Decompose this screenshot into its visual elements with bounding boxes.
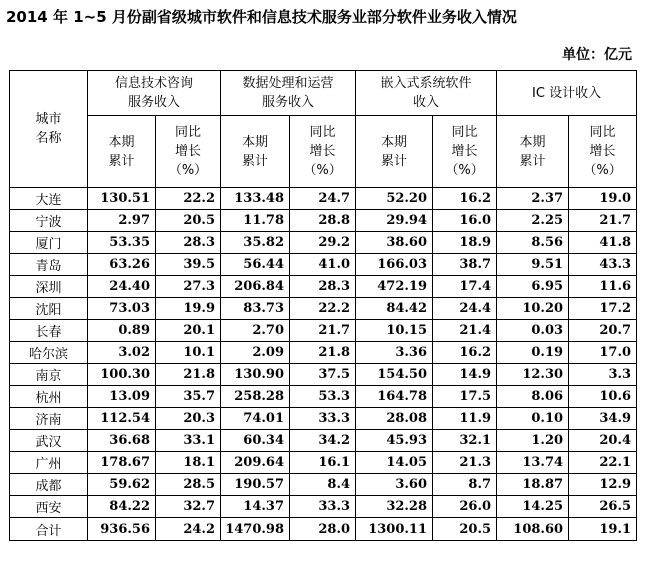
- cumulative-value-cell: 29.94: [356, 210, 433, 232]
- city-name-cell: 武汉: [10, 430, 88, 452]
- growth-value-cell: 24.2: [156, 518, 221, 541]
- cumulative-value-cell: 0.10: [497, 408, 569, 430]
- growth-value-cell: 21.4: [433, 320, 497, 342]
- cumulative-value-cell: 2.97: [88, 210, 156, 232]
- table-row: [10, 232, 637, 254]
- cumulative-value-cell: 14.37: [221, 496, 290, 518]
- subheader-cumulative: 本期 累计: [497, 116, 569, 188]
- subheader-cumulative: 本期 累计: [88, 116, 156, 188]
- growth-value-cell: 35.7: [156, 386, 221, 408]
- growth-value-cell: 8.4: [290, 474, 356, 496]
- cumulative-value-cell: 8.56: [497, 232, 569, 254]
- growth-value-cell: 26.0: [433, 496, 497, 518]
- table-row: [10, 364, 637, 386]
- growth-value-cell: 18.1: [156, 452, 221, 474]
- growth-value-cell: 20.4: [569, 430, 637, 452]
- cumulative-value-cell: 3.36: [356, 342, 433, 364]
- city-name-cell: 深圳: [10, 276, 88, 298]
- table-row: [10, 210, 637, 232]
- cumulative-value-cell: 130.51: [88, 188, 156, 210]
- cumulative-value-cell: 0.03: [497, 320, 569, 342]
- cumulative-value-cell: 60.34: [221, 430, 290, 452]
- growth-value-cell: 11.9: [433, 408, 497, 430]
- growth-value-cell: 14.9: [433, 364, 497, 386]
- cumulative-value-cell: 13.74: [497, 452, 569, 474]
- cumulative-value-cell: 112.54: [88, 408, 156, 430]
- cumulative-value-cell: 59.62: [88, 474, 156, 496]
- city-name-cell: 成都: [10, 474, 88, 496]
- growth-value-cell: 18.9: [433, 232, 497, 254]
- city-name-cell: 厦门: [10, 232, 88, 254]
- growth-value-cell: 34.9: [569, 408, 637, 430]
- cumulative-value-cell: 13.09: [88, 386, 156, 408]
- subheader-cumulative: 本期 累计: [221, 116, 290, 188]
- cumulative-value-cell: 2.70: [221, 320, 290, 342]
- cumulative-value-cell: 11.78: [221, 210, 290, 232]
- table-row: [10, 408, 637, 430]
- table-row: [10, 254, 637, 276]
- table-row: [10, 386, 637, 408]
- growth-value-cell: 20.5: [433, 518, 497, 541]
- cumulative-value-cell: 9.51: [497, 254, 569, 276]
- subheader-growth: 同比 增长 （%）: [290, 116, 356, 188]
- growth-value-cell: 26.5: [569, 496, 637, 518]
- growth-value-cell: 20.3: [156, 408, 221, 430]
- growth-value-cell: 41.8: [569, 232, 637, 254]
- growth-value-cell: 10.6: [569, 386, 637, 408]
- growth-value-cell: 21.3: [433, 452, 497, 474]
- city-name-cell: 济南: [10, 408, 88, 430]
- growth-value-cell: 21.8: [290, 342, 356, 364]
- cumulative-value-cell: 472.19: [356, 276, 433, 298]
- growth-value-cell: 16.2: [433, 188, 497, 210]
- city-name-cell: 西安: [10, 496, 88, 518]
- cumulative-value-cell: 2.37: [497, 188, 569, 210]
- cumulative-value-cell: 14.05: [356, 452, 433, 474]
- growth-value-cell: 28.3: [156, 232, 221, 254]
- cumulative-value-cell: 84.22: [88, 496, 156, 518]
- cumulative-value-cell: 164.78: [356, 386, 433, 408]
- growth-value-cell: 21.8: [156, 364, 221, 386]
- subheader-growth: 同比 增长 （%）: [156, 116, 221, 188]
- growth-value-cell: 24.7: [290, 188, 356, 210]
- growth-value-cell: 29.2: [290, 232, 356, 254]
- growth-value-cell: 17.0: [569, 342, 637, 364]
- cumulative-value-cell: 73.03: [88, 298, 156, 320]
- group-header-consulting: 信息技术咨询 服务收入: [88, 71, 221, 116]
- cumulative-value-cell: 206.84: [221, 276, 290, 298]
- growth-value-cell: 21.7: [569, 210, 637, 232]
- cumulative-value-cell: 28.08: [356, 408, 433, 430]
- cumulative-value-cell: 1470.98: [221, 518, 290, 541]
- revenue-table: [9, 70, 637, 541]
- table-row: [10, 496, 637, 518]
- cumulative-value-cell: 2.09: [221, 342, 290, 364]
- growth-value-cell: 22.2: [156, 188, 221, 210]
- cumulative-value-cell: 936.56: [88, 518, 156, 541]
- growth-value-cell: 12.9: [569, 474, 637, 496]
- growth-value-cell: 53.3: [290, 386, 356, 408]
- growth-value-cell: 33.3: [290, 496, 356, 518]
- cumulative-value-cell: 32.28: [356, 496, 433, 518]
- city-name-cell: 宁波: [10, 210, 88, 232]
- growth-value-cell: 17.5: [433, 386, 497, 408]
- cumulative-value-cell: 133.48: [221, 188, 290, 210]
- table-row: [10, 188, 637, 210]
- cumulative-value-cell: 190.57: [221, 474, 290, 496]
- subheader-cumulative: 本期 累计: [356, 116, 433, 188]
- growth-value-cell: 20.1: [156, 320, 221, 342]
- cumulative-value-cell: 35.82: [221, 232, 290, 254]
- subheader-row: [10, 116, 637, 188]
- growth-value-cell: 17.4: [433, 276, 497, 298]
- cumulative-value-cell: 1.20: [497, 430, 569, 452]
- growth-value-cell: 43.3: [569, 254, 637, 276]
- growth-value-cell: 28.5: [156, 474, 221, 496]
- growth-value-cell: 32.7: [156, 496, 221, 518]
- growth-value-cell: 28.0: [290, 518, 356, 541]
- cumulative-value-cell: 52.20: [356, 188, 433, 210]
- table-row: [10, 474, 637, 496]
- growth-value-cell: 38.7: [433, 254, 497, 276]
- growth-value-cell: 16.1: [290, 452, 356, 474]
- cumulative-value-cell: 12.30: [497, 364, 569, 386]
- table-body: [10, 188, 637, 541]
- cumulative-value-cell: 45.93: [356, 430, 433, 452]
- cumulative-value-cell: 8.06: [497, 386, 569, 408]
- growth-value-cell: 19.9: [156, 298, 221, 320]
- growth-value-cell: 33.3: [290, 408, 356, 430]
- city-name-cell: 合计: [10, 518, 88, 541]
- cumulative-value-cell: 38.60: [356, 232, 433, 254]
- cumulative-value-cell: 2.25: [497, 210, 569, 232]
- cumulative-value-cell: 100.30: [88, 364, 156, 386]
- cumulative-value-cell: 10.15: [356, 320, 433, 342]
- cumulative-value-cell: 166.03: [356, 254, 433, 276]
- cumulative-value-cell: 3.60: [356, 474, 433, 496]
- city-column-header: 城市 名称: [10, 71, 88, 188]
- cumulative-value-cell: 0.89: [88, 320, 156, 342]
- growth-value-cell: 21.7: [290, 320, 356, 342]
- cumulative-value-cell: 10.20: [497, 298, 569, 320]
- table-row: [10, 452, 637, 474]
- cumulative-value-cell: 24.40: [88, 276, 156, 298]
- growth-value-cell: 28.8: [290, 210, 356, 232]
- table-row: [10, 276, 637, 298]
- growth-value-cell: 3.3: [569, 364, 637, 386]
- growth-value-cell: 39.5: [156, 254, 221, 276]
- growth-value-cell: 8.7: [433, 474, 497, 496]
- city-name-cell: 沈阳: [10, 298, 88, 320]
- city-name-cell: 哈尔滨: [10, 342, 88, 364]
- unit-label: 单位：亿元: [562, 47, 632, 63]
- growth-value-cell: 27.3: [156, 276, 221, 298]
- cumulative-value-cell: 74.01: [221, 408, 290, 430]
- growth-value-cell: 28.3: [290, 276, 356, 298]
- group-header-embedded: 嵌入式系统软件 收入: [356, 71, 497, 116]
- growth-value-cell: 11.6: [569, 276, 637, 298]
- cumulative-value-cell: 36.68: [88, 430, 156, 452]
- cumulative-value-cell: 83.73: [221, 298, 290, 320]
- city-name-cell: 大连: [10, 188, 88, 210]
- cumulative-value-cell: 53.35: [88, 232, 156, 254]
- table-row: [10, 430, 637, 452]
- cumulative-value-cell: 1300.11: [356, 518, 433, 541]
- growth-value-cell: 20.7: [569, 320, 637, 342]
- subheader-growth: 同比 增长 （%）: [569, 116, 637, 188]
- cumulative-value-cell: 130.90: [221, 364, 290, 386]
- city-name-cell: 杭州: [10, 386, 88, 408]
- growth-value-cell: 17.2: [569, 298, 637, 320]
- table-row: [10, 320, 637, 342]
- cumulative-value-cell: 56.44: [221, 254, 290, 276]
- city-name-cell: 青岛: [10, 254, 88, 276]
- growth-value-cell: 20.5: [156, 210, 221, 232]
- growth-value-cell: 22.2: [290, 298, 356, 320]
- cumulative-value-cell: 18.87: [497, 474, 569, 496]
- table-row: [10, 342, 637, 364]
- cumulative-value-cell: 63.26: [88, 254, 156, 276]
- growth-value-cell: 19.0: [569, 188, 637, 210]
- growth-value-cell: 37.5: [290, 364, 356, 386]
- group-header-ic-design: IC 设计收入: [497, 71, 637, 116]
- cumulative-value-cell: 258.28: [221, 386, 290, 408]
- growth-value-cell: 41.0: [290, 254, 356, 276]
- cumulative-value-cell: 14.25: [497, 496, 569, 518]
- cumulative-value-cell: 178.67: [88, 452, 156, 474]
- subheader-growth: 同比 增长 （%）: [433, 116, 497, 188]
- growth-value-cell: 16.2: [433, 342, 497, 364]
- total-row: [10, 518, 637, 541]
- growth-value-cell: 32.1: [433, 430, 497, 452]
- cumulative-value-cell: 108.60: [497, 518, 569, 541]
- cumulative-value-cell: 209.64: [221, 452, 290, 474]
- cumulative-value-cell: 3.02: [88, 342, 156, 364]
- growth-value-cell: 34.2: [290, 430, 356, 452]
- growth-value-cell: 19.1: [569, 518, 637, 541]
- city-name-cell: 广州: [10, 452, 88, 474]
- growth-value-cell: 10.1: [156, 342, 221, 364]
- growth-value-cell: 22.1: [569, 452, 637, 474]
- city-name-cell: 南京: [10, 364, 88, 386]
- cumulative-value-cell: 84.42: [356, 298, 433, 320]
- cumulative-value-cell: 0.19: [497, 342, 569, 364]
- growth-value-cell: 16.0: [433, 210, 497, 232]
- growth-value-cell: 24.4: [433, 298, 497, 320]
- table-row: [10, 298, 637, 320]
- cumulative-value-cell: 154.50: [356, 364, 433, 386]
- group-header-data-processing: 数据处理和运营 服务收入: [221, 71, 356, 116]
- table-title: 2014 年 1~5 月份副省级城市软件和信息技术服务业部分软件业务收入情况: [6, 8, 517, 26]
- cumulative-value-cell: 6.95: [497, 276, 569, 298]
- city-name-cell: 长春: [10, 320, 88, 342]
- growth-value-cell: 33.1: [156, 430, 221, 452]
